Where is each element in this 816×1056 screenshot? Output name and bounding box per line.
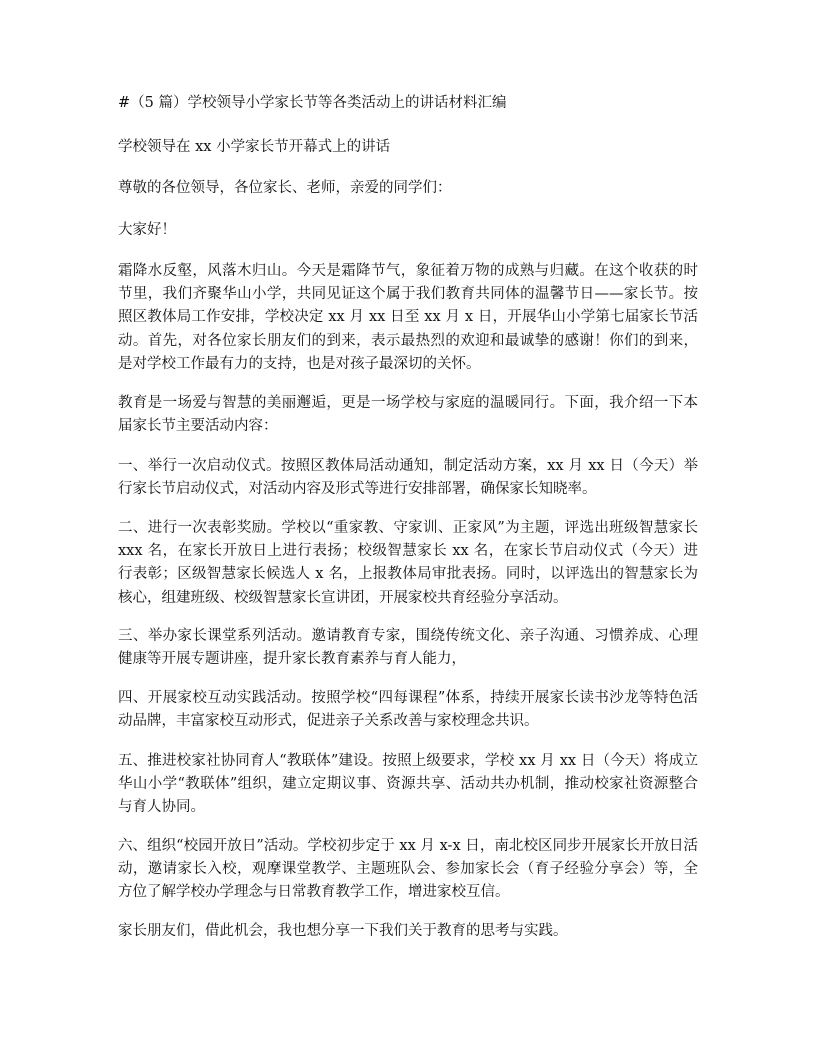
activity-item-2 — [118, 517, 698, 610]
greeting — [118, 219, 698, 242]
text-line: 行表彰；区级智慧家长候选人 x 名，上报教体局审批表扬。同时，以评选出的智慧家长为 — [118, 566, 698, 583]
text-line: 大家好！ — [118, 222, 176, 238]
activity-item-1 — [118, 455, 698, 501]
document-title — [118, 92, 698, 115]
text-line: 核心，组建班级、校级智慧家长宣讲团，开展家校共育经验分享活动。 — [118, 589, 568, 606]
text-line: 是对学校工作最有力的支持，也是对孩子最深切的关怀。 — [118, 355, 481, 372]
text-line: 四、开展家校互动实践活动。按照学校“四每课程”体系，持续开展家长读书沙龙等特色活 — [118, 690, 698, 706]
text-line: 与育人协同。 — [118, 799, 205, 816]
text-line: 健康等开展专题讲座，提升家长教育素养与育人能力， — [118, 651, 466, 668]
text-line: 照区教体局工作安排，学校决定 xx 月 xx 日至 xx 月 x 日，开展华山小学第七届家长节活 — [118, 309, 698, 326]
text-line: 节里，我们齐聚华山小学，共同见证这个属于我们教育共同体的温馨节日——家长节。按 — [118, 286, 698, 303]
text-line: 五、推进校家社协同育人“教联体”建设。按照上级要求，学校 xx 月 xx 日（今天）将成立 — [118, 753, 698, 769]
text-line: 动。首先，对各位家长朋友们的到来，表示最热烈的欢迎和最诚挚的感谢！你们的到来， — [118, 332, 698, 349]
closing-line — [118, 920, 698, 943]
text-line: 霜降水反壑，风落木归山。今天是霜降节气，象征着万物的成熟与归藏。在这个收获的时 — [118, 263, 698, 279]
text-line: 二、进行一次表彰奖励。学校以“重家教、守家训、正家风”为主题，评选出班级智慧家长 — [118, 520, 698, 536]
activity-item-6 — [118, 835, 698, 905]
activity-item-4 — [118, 687, 698, 733]
text-line: #（5 篇）学校领导小学家长节等各类活动上的讲话材料汇编 — [118, 95, 507, 111]
text-line: 家长朋友们，借此机会，我也想分享一下我们关于教育的思考与实践。 — [118, 923, 568, 939]
text-line: 华山小学“教联体”组织，建立定期议事、资源共享、活动共办机制，推动校家社资源整合 — [118, 776, 698, 793]
text-line: xxx 名，在家长开放日上进行表扬；校级智慧家长 xx 名，在家长节启动仪式（今天）进 — [118, 543, 698, 560]
text-line: 尊敬的各位领导，各位家长、老师，亲爱的同学们： — [118, 180, 452, 196]
text-line: 一、举行一次启动仪式。按照区教体局活动通知，制定活动方案，xx 月 xx 日（今天）举 — [118, 458, 698, 474]
text-line: 届家长节主要活动内容： — [118, 418, 278, 435]
speech-title — [118, 136, 698, 159]
activity-item-5 — [118, 750, 698, 820]
body-paragraph — [118, 392, 698, 438]
salutation — [118, 177, 698, 200]
body-paragraph — [118, 260, 698, 376]
text-line: 动，邀请家长入校，观摩课堂教学、主题班队会、参加家长会（育子经验分享会）等，全 — [118, 861, 698, 878]
text-line: 动品牌，丰富家校互动形式，促进亲子关系改善与家校理念共识。 — [118, 713, 539, 730]
text-line: 六、组织“校园开放日”活动。学校初步定于 xx 月 x-x 日，南北校区同步开展家长开放日活 — [118, 838, 698, 854]
activity-item-3 — [118, 625, 698, 671]
text-line: 方位了解学校办学理念与日常教育教学工作，增进家校互信。 — [118, 884, 510, 901]
text-line: 学校领导在 xx 小学家长节开幕式上的讲话 — [118, 139, 391, 155]
text-line: 教育是一场爱与智慧的美丽邂逅，更是一场学校与家庭的温暖同行。下面，我介绍一下本 — [118, 395, 698, 411]
text-line: 三、举办家长课堂系列活动。邀请教育专家，围绕传统文化、亲子沟通、习惯养成、心理 — [118, 628, 698, 644]
text-line: 行家长节启动仪式，对活动内容及形式等进行安排部署，确保家长知晓率。 — [118, 481, 597, 498]
